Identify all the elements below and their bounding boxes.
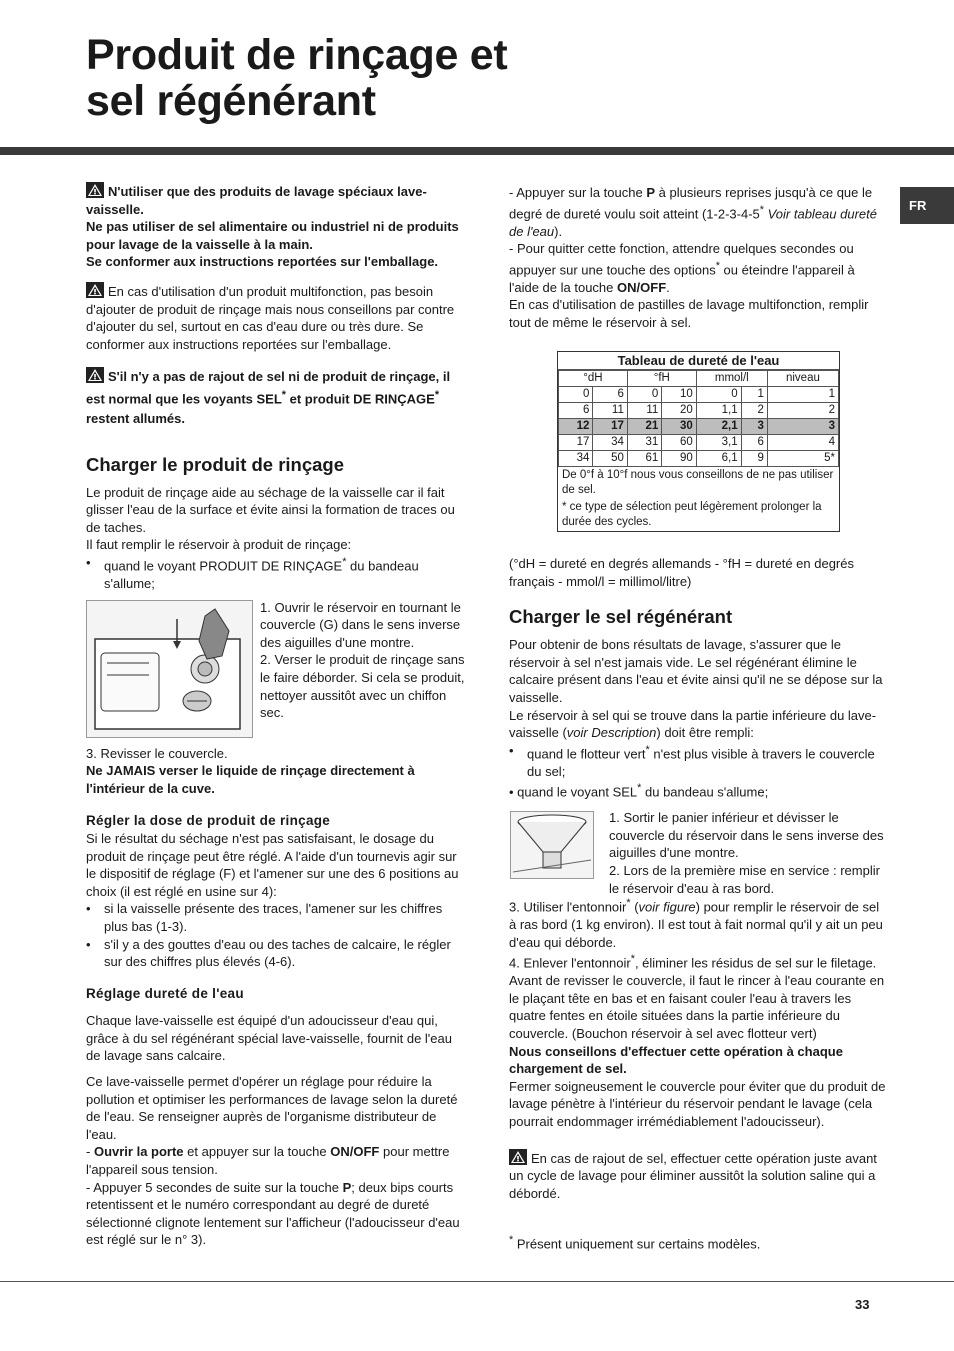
column-header: mmol/l xyxy=(696,371,767,387)
paragraph: - Ouvrir la porte et appuyer sur la touche ON/OFF pour mettre l'appareil sous tension. xyxy=(86,1144,450,1178)
paragraph: Le réservoir à sel qui se trouve dans la partie inférieure du lave-vaisselle (voir Description) doit être rempli: xyxy=(509,707,877,741)
rinse-aid-dispenser-figure xyxy=(86,600,253,738)
step-2: 2. Verser le produit de rinçage sans le faire déborder. Si cela se produit, nettoyer aussitôt avec un chiffon sec. xyxy=(260,652,465,721)
never-warning: Ne JAMAIS verser le liquide de rinçage directement à l'intérieur de la cuve. xyxy=(86,763,415,796)
list-item: • si la vaisselle présente des traces, l'amener sur les chiffres plus bas (1-3). xyxy=(86,901,443,934)
list-item: • quand le flotteur vert* n'est plus visible à travers le couvercle du sel; xyxy=(509,742,875,779)
paragraph: Le produit de rinçage aide au séchage de la vaisselle car il fait glisser l'eau de la surface et évite ainsi la formation de traces ou de taches. xyxy=(86,484,455,535)
paragraph: Ce lave-vaisselle permet d'opérer un réglage pour réduire la pollution et optimiser les performances de lavage selon la dureté de l'eau. Se renseigner auprès de l'organisme distributeur de l'eau. xyxy=(86,1074,458,1142)
page-number: 33 xyxy=(855,1297,870,1312)
paragraph: - Appuyer sur la touche P à plusieurs reprises jusqu'à ce que le degré de dureté voulu soit atteint (1-2-3-4-5* Voir tableau dureté de l'eau). xyxy=(509,185,877,239)
table-caption: Tableau de dureté de l'eau xyxy=(558,352,839,370)
legend: (°dH = dureté en degrés allemands - °fH = dureté en degrés français - mmol/l = millimol/litre) xyxy=(509,556,854,589)
table-row: 6 11 11 20 1,1 2 2 xyxy=(559,403,839,419)
header-rule xyxy=(0,147,954,155)
table-note: * ce type de sélection peut légèrement prolonger la durée des cycles. xyxy=(562,501,822,528)
advice: Nous conseillons d'effectuer cette opération à chaque chargement de sel. xyxy=(509,1043,843,1077)
column-header: °dH xyxy=(559,371,628,387)
column-header: niveau xyxy=(767,371,838,387)
paragraph: Chaque lave-vaisselle est équipé d'un adoucisseur d'eau qui, grâce à du sel régénérant spécial lave-vaisselle, fournit de l'eau de lavage sans calcaire. xyxy=(86,1013,452,1064)
footnote: * Présent uniquement sur certains modèles. xyxy=(509,1234,761,1252)
step-2: 2. Lors de la première mise en service : remplir le réservoir d'eau à ras bord. xyxy=(609,862,880,896)
warning-salt: En cas de rajout de sel, effectuer cette opération juste avant un cycle de lavage pour éliminer aussitôt la solution saline qui a débordé. xyxy=(509,1150,877,1201)
paragraph: En cas d'utilisation de pastilles de lavage multifonction, remplir tout de même le réservoir à sel. xyxy=(509,297,869,330)
column-header: °fH xyxy=(627,371,696,387)
paragraph: - Pour quitter cette fonction, attendre quelques secondes ou appuyer sur une touche des options* ou éteindre l'appareil à l'aide de la touche ON/OFF. xyxy=(509,241,855,295)
right-column-lower xyxy=(509,555,887,1253)
left-column xyxy=(86,182,465,1249)
step-3: 3. Utiliser l'entonnoir* (voir figure) pour remplir le réservoir de sel à ras bord (1 kg environ). Il est tout à fait normal qu'il y ait un peu d'eau qui déborde. xyxy=(509,897,883,950)
table-row: 17 34 31 60 3,1 6 4 xyxy=(559,435,839,451)
language-tab: FR xyxy=(900,187,954,224)
table-row: 34 50 61 90 6,1 9 5* xyxy=(559,451,839,467)
paragraph: Pour obtenir de bons résultats de lavage, s'assurer que le réservoir à sel n'est jamais vide. Le sel régénérant élimine le calcaire présent dans l'eau et évite ainsi qu'il ne se dépose sur la vaisselle. xyxy=(509,637,883,705)
hardness-table xyxy=(557,351,840,532)
page-title: Produit de rinçage et sel régénérant xyxy=(86,31,508,125)
paragraph: Il faut remplir le réservoir à produit de rinçage: xyxy=(86,537,352,553)
table-note: De 0°f à 10°f nous vous conseillons de ne pas utiliser de sel. xyxy=(562,469,834,496)
step-3: 3. Revisser le couvercle. xyxy=(86,745,228,761)
step-4: 4. Enlever l'entonnoir*, éliminer les résidus de sel sur le filetage. Avant de revisser le couvercle, il faut le rincer à l'eau courante en le plaçant tête en bas et en faisant couler l'eau à travers les quatre fentes en étoile situées dans la partie inférieure du couvercle. (Bouchon réservoir à sel avec flotteur vert) xyxy=(509,953,885,1041)
warning-icon xyxy=(86,182,104,198)
paragraph: Si le résultat du séchage n'est pas satisfaisant, le dosage du produit de rinçage peut être réglé. A l'aide d'un tournevis agir sur le dispositif de réglage (F) et l'amener sur une des 6 positions au choix (il est réglé en usine sur 4): xyxy=(86,830,459,899)
list-item: • s'il y a des gouttes d'eau ou des taches de calcaire, le régler sur des chiffres plus élevés (4-6). xyxy=(86,936,451,970)
paragraph: Fermer soigneusement le couvercle pour éviter que du produit de lavage pénètre à l'intérieur du réservoir pendant le lavage (cela pourrait endommager irrémédiablement l'adoucisseur). xyxy=(509,1078,886,1129)
right-column xyxy=(509,184,887,331)
subheading-durete: Réglage dureté de l'eau xyxy=(86,985,244,1001)
table-row-highlighted: 12 17 21 30 2,1 3 3 xyxy=(559,419,839,435)
table-row: 0 6 0 10 0 1 1 xyxy=(559,387,839,403)
warning-indicators: S'il n'y a pas de rajout de sel ni de produit de rinçage, il est normal que les voyants SEL* et produit DE RINÇAGE* restent allumés. xyxy=(86,369,451,426)
salt-funnel-figure xyxy=(510,811,594,879)
paragraph: - Appuyer 5 secondes de suite sur la touche P; deux bips courts retentissent et le numéro correspondant au degré de dureté sélectionné clignote lentement sur l'afficheur (l'adoucisseur d'eau est réglé sur le n° 3). xyxy=(86,1179,460,1248)
footer-rule xyxy=(0,1281,954,1282)
warning-multifunction: En cas d'utilisation d'un produit multifonction, pas besoin d'ajouter de produit de rinçage mais nous conseillons par contre d'ajouter du sel, surtout en cas d'eau dure ou très dure. Se conformer aux instructions reportées sur l'emballage. xyxy=(86,283,455,352)
list-item: • quand le voyant PRODUIT DE RINÇAGE* du bandeau s'allume; xyxy=(86,555,419,591)
list-item: • quand le voyant SEL* du bandeau s'allume; xyxy=(509,782,769,800)
warning-icon xyxy=(509,1149,527,1165)
step-1: 1. Ouvrir le réservoir en tournant le couvercle (G) dans le sens inverse des aiguilles d'une montre. xyxy=(260,599,461,650)
subheading-dose: Régler la dose de produit de rinçage xyxy=(86,813,331,829)
step-1: 1. Sortir le panier inférieur et dévisser le couvercle du réservoir dans le sens inverse des aiguilles d'une montre. xyxy=(609,810,884,861)
section-heading-rincage: Charger le produit de rinçage xyxy=(86,453,345,475)
section-heading-sel: Charger le sel régénérant xyxy=(509,606,733,628)
warning-icon xyxy=(86,282,104,298)
warning-icon xyxy=(86,367,104,383)
warning-products: N'utiliser que des produits de lavage spéciaux lave-vaisselle. Ne pas utiliser de sel alimentaire ou industriel ni de produits pour lavage de la vaisselle à la main. Se conformer aux instructions reportées sur l'emballage. xyxy=(86,184,459,270)
